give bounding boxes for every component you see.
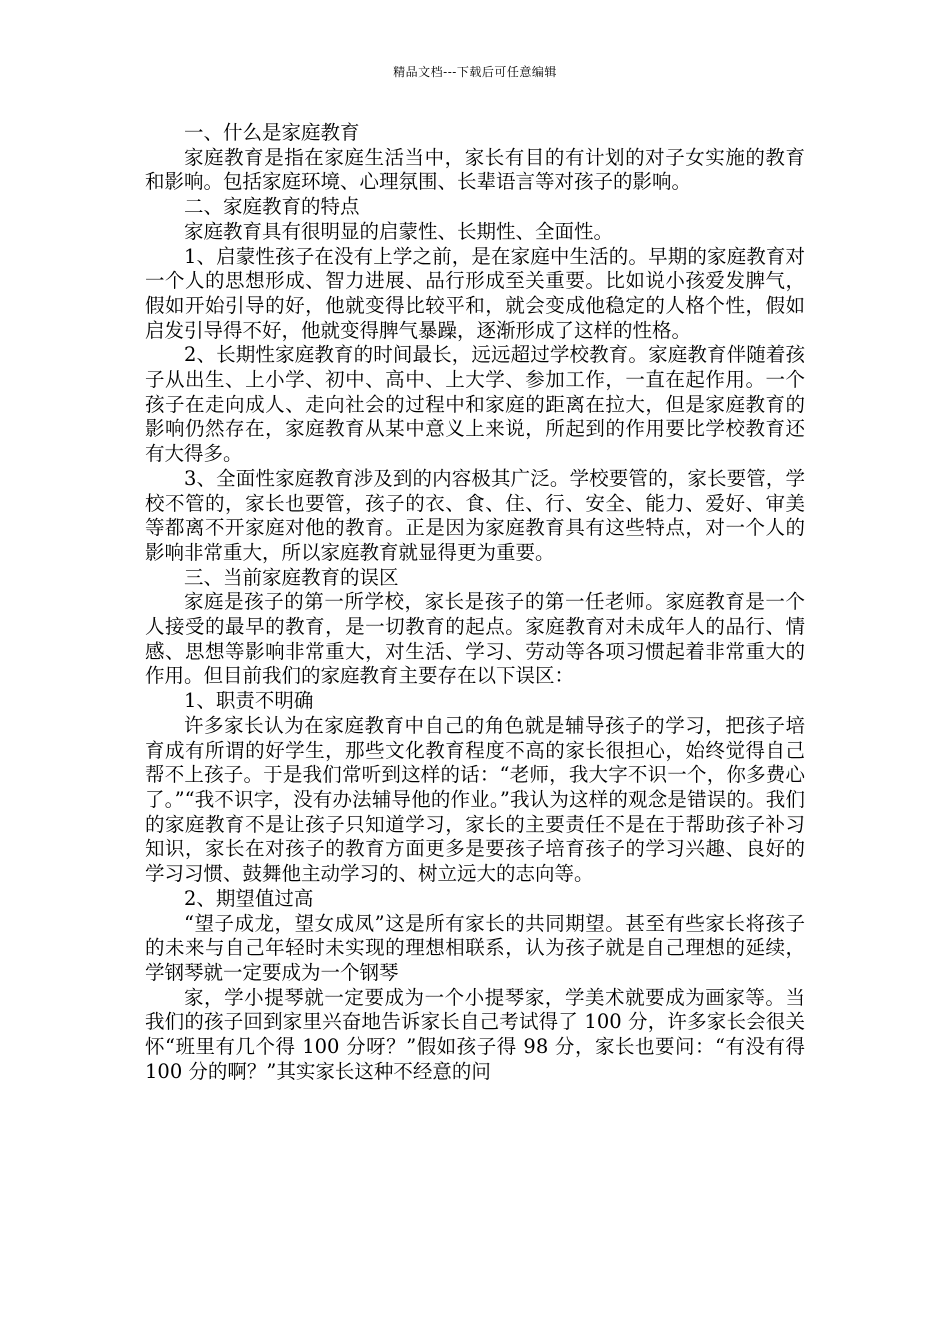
document-body: [145, 121, 805, 1084]
subheading-unclear-responsibility: 1、职责不明确: [184, 689, 314, 713]
paragraph: 3、全面性家庭教育涉及到的内容极其广泛。学校要管的，家长要管，学校不管的，家长也要管，孩子的衣、食、住、行、安全、能力、爱好、审美等都离不开家庭对他的教育。正是因为家庭教育具有这些特点，对一个人的影响非常重大，所以家庭教育就显得更为重要。: [145, 466, 805, 564]
page-header: 精品文档---下载后可任意编辑: [393, 65, 557, 79]
heading-what-is-family-education: 一、什么是家庭教育: [184, 121, 360, 144]
paragraph: 家庭是孩子的第一所学校，家长是孩子的第一任老师。家庭教育是一个人接受的最早的教育，是一切教育的起点。家庭教育对未成年人的品行、情感、思想等影响非常重大，对生活、学习、劳动等各项习惯起着非常重大的作用。但目前我们的家庭教育主要存在以下误区：: [145, 590, 805, 688]
heading-current-misconceptions: 三、当前家庭教育的误区: [184, 565, 399, 589]
subheading-expectations-too-high: 2、期望值过高: [184, 886, 314, 910]
paragraph: 1、启蒙性孩子在没有上学之前，是在家庭中生活的。早期的家庭教育对一个人的思想形成、智力进展、品行形成至关重要。比如说小孩爱发脾气，假如开始引导的好，他就变得比较平和，就会变成他稳定的人格个性，假如启发引导得不好，他就变得脾气暴躁，逐渐形成了这样的性格。: [145, 244, 805, 342]
paragraph: 家庭教育是指在家庭生活当中，家长有目的有计划的对子女实施的教育和影响。包括家庭环境、心理氛围、长辈语言等对孩子的影响。: [145, 145, 805, 194]
paragraph: 家庭教育具有很明显的启蒙性、长期性、全面性。: [184, 219, 614, 243]
heading-family-education-features: 二、家庭教育的特点: [184, 195, 360, 219]
paragraph: 家，学小提琴就一定要成为一个小提琴家，学美术就要成为画家等。当我们的孩子回到家里兴奋地告诉家长自己考试得了 100 分，许多家长会很关怀“班里有几个得 100 分呀？”假如孩子得 98 分，家长也要问：“有没有得 100 分的啊？”其实家长这种不经意的问: [145, 985, 805, 1083]
paragraph: 2、长期性家庭教育的时间最长，远远超过学校教育。家庭教育伴随着孩子从出生、上小学、初中、高中、上大学、参加工作，一直在起作用。一个孩子在走向成人、走向社会的过程中和家庭的距离在拉大，但是家庭教育的影响仍然存在，家庭教育从某中意义上来说，所起到的作用要比学校教育还有大得多。: [145, 343, 805, 466]
paragraph: 许多家长认为在家庭教育中自己的角色就是辅导孩子的学习，把孩子培育成有所谓的好学生，那些文化教育程度不高的家长很担心，始终觉得自己帮不上孩子。于是我们常听到这样的话：“老师，我大字不识一个，你多费心了。”“我不识字，没有办法辅导他的作业。”我认为这样的观念是错误的。我们的家庭教育不是让孩子只知道学习，家长的主要责任不是在于帮助孩子补习知识，家长在对孩子的教育方面更多是要孩子培育孩子的学习兴趣、良好的学习习惯、鼓舞他主动学习的、树立远大的志向等。: [145, 713, 805, 886]
paragraph: “望子成龙，望女成凤”这是所有家长的共同期望。甚至有些家长将孩子的未来与自己年轻时未实现的理想相联系，认为孩子就是自己理想的延续，学钢琴就一定要成为一个钢琴: [145, 911, 805, 984]
